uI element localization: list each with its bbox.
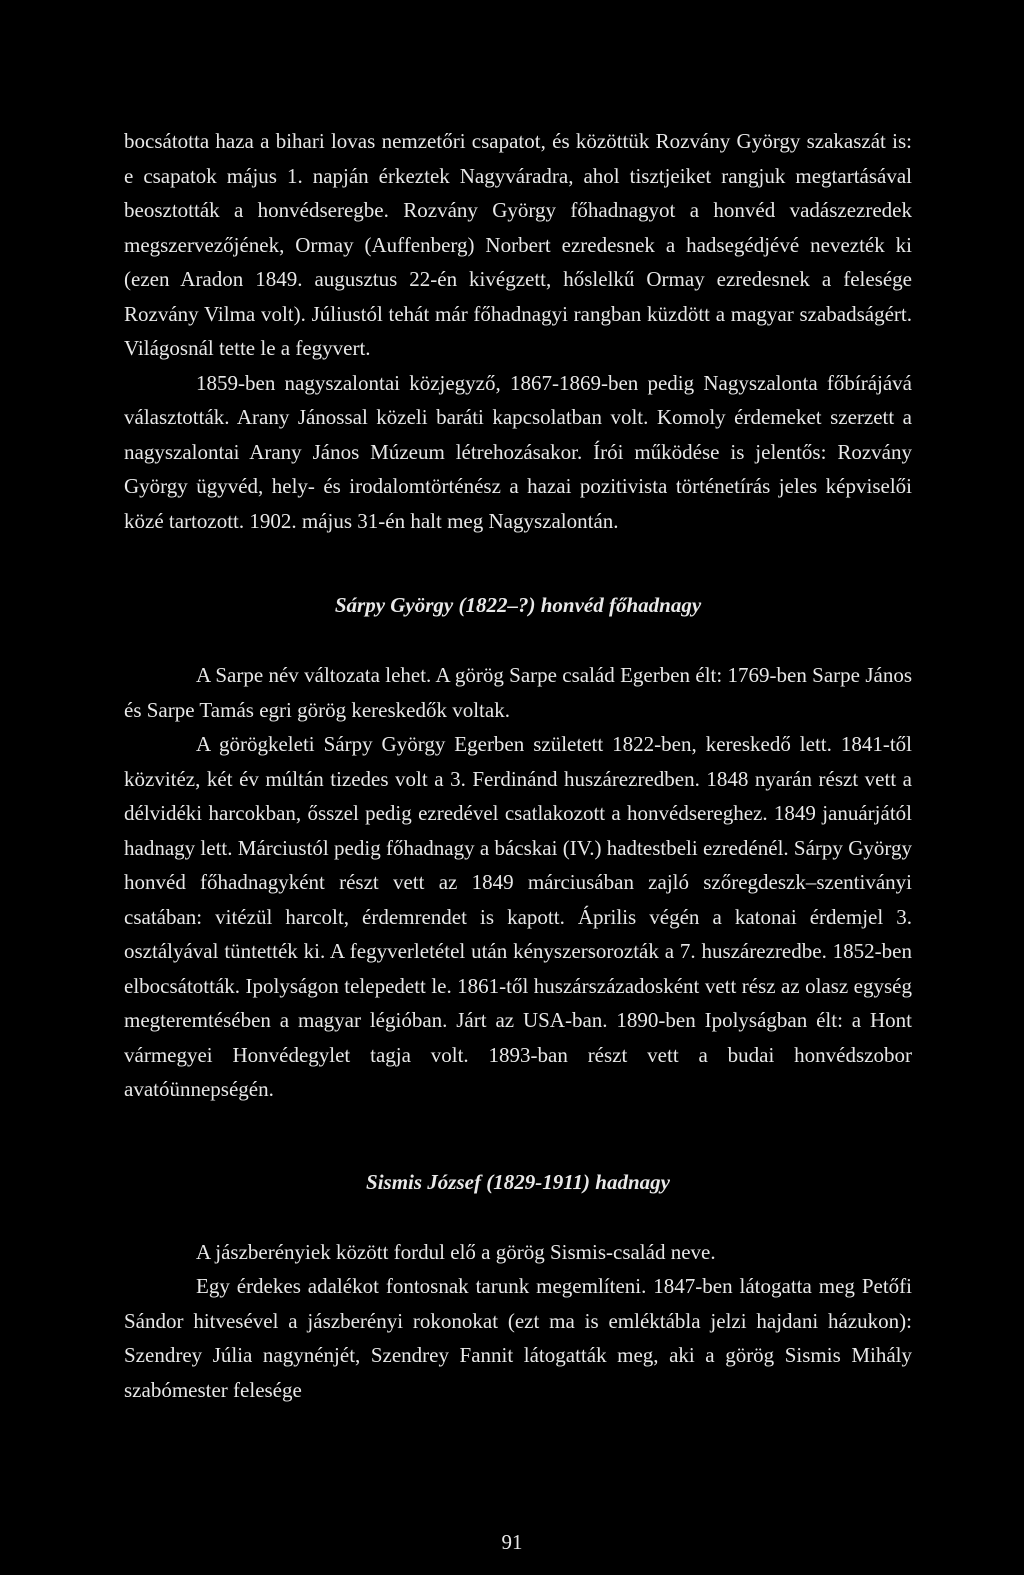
paragraph-sismis-1: A jászberényiek között fordul elő a görög Sismis-család neve. (196, 1239, 716, 1264)
page-body (124, 124, 912, 1407)
paragraph-sismis-2: Egy érdekes adalékot fontosnak tarunk megemlíteni. 1847-ben látogatta meg Petőfi Sándor hitvesével a jászberényi rokonokat (ezt ma is emléktábla jelzi hajdani házukon): Szendrey Júlia nagynénjét, Szendrey Fannit látogatták meg, aki a görög Sismis Mihály szabómester felesége (124, 1274, 912, 1402)
paragraph-sarpy-1: A Sarpe név változata lehet. A görög Sarpe család Egerben élt: 1769-ben Sarpe János és Sarpe Tamás egri görög kereskedők voltak. (124, 663, 912, 722)
section-heading-sarpy: Sárpy György (1822–?) honvéd főhadnagy (334, 593, 702, 617)
page-number: 91 (501, 1530, 523, 1554)
paragraph-rozvany-1: bocsátotta haza a bihari lovas nemzetőri csapatot, és közöttük Rozvány György szakaszát is: e csapatok május 1. napján érkeztek Nagyváradra, ahol tisztjeiket rangjuk megtartásával beosztották a honvédseregbe. Rozvány György főhadnagyot a honvéd vadászezredek megszervezőjének, Ormay (Auffenberg) Norbert ezredesnek a hadsegédjévé nevezték ki (ezen Aradon 1849. augusztus 22-én kivégzett, hőslelkű Ormay ezredesnek a felesége Rozvány Vilma volt). Júliustól tehát már főhadnagyi rangban küzdött a magyar szabadságért. Világosnál tette le a fegyvert. (124, 129, 912, 360)
paragraph-rozvany-2: 1859-ben nagyszalontai közjegyző, 1867-1869-ben pedig Nagyszalonta főbírájává választották. Arany Jánossal közeli baráti kapcsolatban volt. Komoly érdemeket szerzett a nagyszalontai Arany János Múzeum létrehozásakor. Írói működése is jelentős: Rozvány György ügyvéd, hely- és irodalomtörténész a hazai pozitivista történetírás jeles képviselői közé tartozott. 1902. május 31-én halt meg Nagyszalontán. (124, 370, 912, 533)
section-heading-sismis: Sismis József (1829-1911) hadnagy (366, 1169, 670, 1194)
paragraph-sarpy-2: A görögkeleti Sárpy György Egerben született 1822-ben, kereskedő lett. 1841-től közvitéz, két év múltán tizedes volt a 3. Ferdinánd huszárezredben. 1848 nyarán részt vett a délvidéki harcokban, ősszel pedig ezredével csatlakozott a honvédsereghez. 1849 januárjától hadnagy lett. Márciustól pedig főhadnagy a bácskai (IV.) hadtestbeli ezredénél. Sárpy György honvéd főhadnagyként részt vett az 1849 márciusában zajló szőregdeszk–szentiványi csatában: vitézül harcolt, érdemrendet is kapott. Április végén a katonai érdemjel 3. osztályával tüntették ki. A fegyverletétel után kényszersorozták a 7. huszárezredbe. 1852-ben elbocsátották. Ipolyságon telepedett le. 1861-től huszárszázadosként vett rész az olasz egység megteremtésében a magyar légióban. Járt az USA-ban. 1890-ben Ipolyságban élt: a Hont vármegyei Honvédegylet tagja volt. 1893-ban részt vett a budai honvédszobor avatóünnepségén. (124, 732, 912, 1101)
